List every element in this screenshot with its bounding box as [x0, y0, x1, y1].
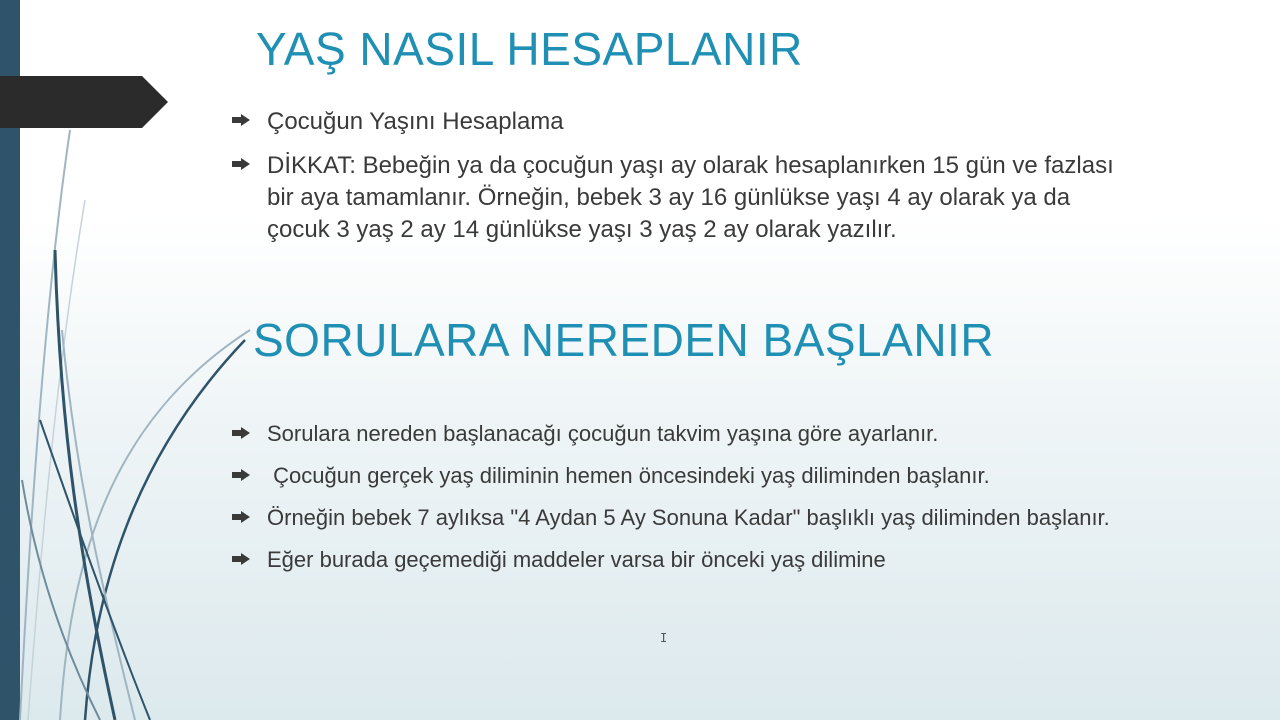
title-arrow-shape	[0, 76, 168, 128]
list-item	[232, 150, 1132, 246]
section2-bullet-list	[232, 419, 1162, 587]
text-cursor-icon: I	[660, 631, 668, 645]
arrow-bullet-icon	[232, 461, 252, 489]
arrow-bullet-icon	[232, 150, 252, 178]
bullet-text: Çocuğun gerçek yaş diliminin hemen öncesindeki yaş diliminden başlanır.	[267, 463, 990, 488]
arrow-bullet-icon	[232, 503, 252, 531]
list-item	[232, 503, 1162, 532]
arrow-bullet-icon	[232, 419, 252, 447]
list-item	[232, 545, 1162, 574]
bullet-text: DİKKAT: Bebeğin ya da çocuğun yaşı ay olarak hesaplanırken 15 gün ve fazlası bir aya tamamlanır. Örneğin, bebek 3 ay 16 günlükse yaşı 4 ay olarak ya da çocuk 3 yaş 2 ay 14 günlükse yaşı 3 yaş 2 ay olarak yazılır.	[267, 152, 1114, 243]
bullet-text: Örneğin bebek 7 aylıksa "4 Aydan 5 Ay Sonuna Kadar" başlıklı yaş diliminden başlanır.	[267, 505, 1110, 530]
section1-bullet-list	[232, 106, 1132, 258]
section2-title: SORULARA NEREDEN BAŞLANIR	[253, 314, 995, 366]
list-item	[232, 419, 1162, 448]
bullet-text: Sorulara nereden başlanacağı çocuğun takvim yaşına göre ayarlanır.	[267, 421, 939, 446]
list-item	[232, 106, 1132, 138]
list-item	[232, 461, 1162, 490]
arrow-bullet-icon	[232, 106, 252, 134]
bullet-text: Eğer burada geçemediği maddeler varsa bir önceki yaş dilimine	[267, 547, 886, 572]
arrow-bullet-icon	[232, 545, 252, 573]
bullet-text: Çocuğun Yaşını Hesaplama	[267, 108, 564, 135]
section1-title: YAŞ NASIL HESAPLANIR	[256, 23, 803, 75]
